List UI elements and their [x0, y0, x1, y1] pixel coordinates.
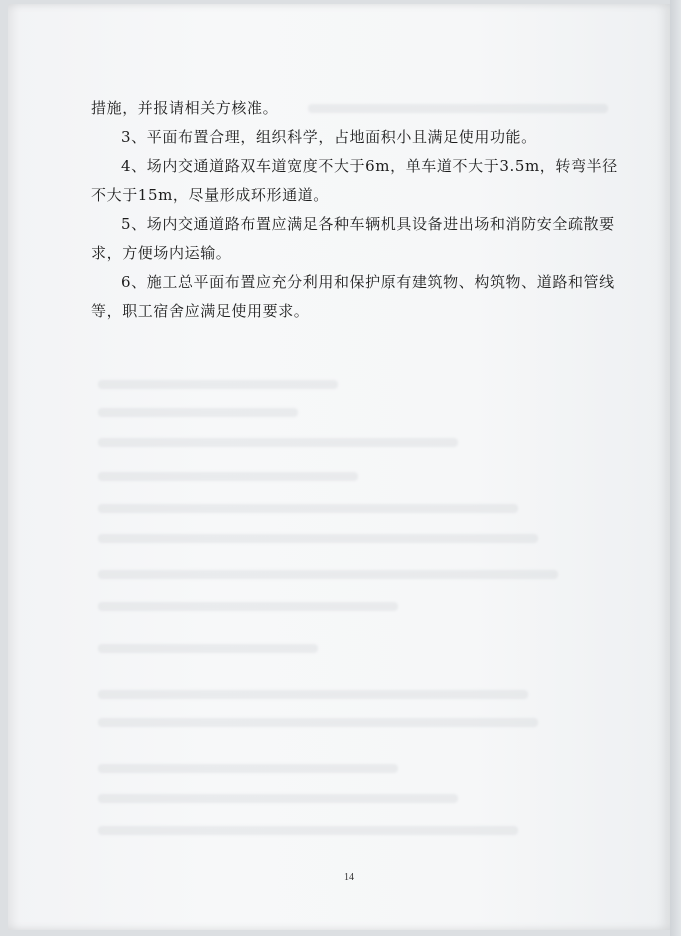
bleed-through-mark	[98, 718, 538, 727]
bleed-through-mark	[98, 764, 398, 773]
bleed-through-mark	[98, 534, 538, 543]
bleed-through-mark	[98, 690, 528, 699]
document-page	[8, 4, 670, 930]
paragraph-item-4: 4、场内交通道路双车道宽度不大于6m，单车道不大于3.5m，转弯半径不大于15m，尽量形成环形通道。	[91, 157, 618, 204]
body-text	[91, 94, 621, 326]
bleed-through-mark	[98, 438, 458, 447]
paragraph-continuation: 措施，并报请相关方核准。	[91, 99, 279, 117]
bleed-through-mark	[98, 380, 338, 389]
bleed-through-mark	[98, 504, 518, 513]
bleed-through-mark	[98, 644, 318, 653]
paragraph-item-6: 6、施工总平面布置应充分利用和保护原有建筑物、构筑物、道路和管线等，职工宿舍应满足使用要求。	[91, 273, 615, 320]
bleed-through-mark	[98, 602, 398, 611]
paragraph-item-5: 5、场内交通道路布置应满足各种车辆机具设备进出场和消防安全疏散要求，方便场内运输。	[91, 215, 615, 262]
bleed-through-mark	[98, 570, 558, 579]
bleed-through-mark	[98, 472, 358, 481]
scan-edge	[670, 0, 681, 936]
paragraph-item-3: 3、平面布置合理，组织科学，占地面积小且满足使用功能。	[121, 128, 537, 146]
page-number: 14	[344, 872, 354, 883]
bleed-through-mark	[98, 408, 298, 417]
bleed-through-mark	[98, 794, 458, 803]
bleed-through-mark	[98, 826, 518, 835]
